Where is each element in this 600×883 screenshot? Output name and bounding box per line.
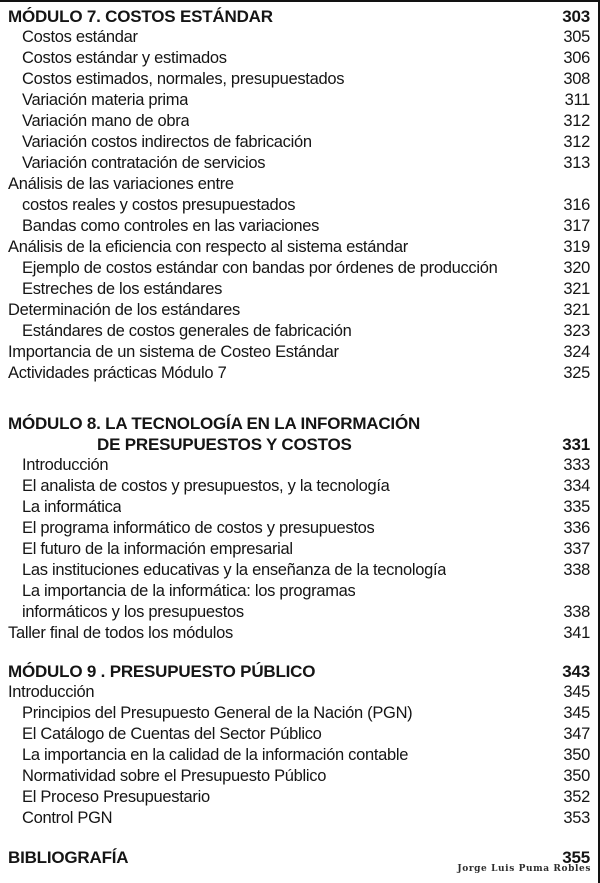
toc-entry-label: Estándares de costos generales de fabricación <box>22 322 352 340</box>
toc-entry-label: Costos estándar <box>22 28 138 46</box>
toc-entry <box>8 724 590 745</box>
toc-entry <box>8 132 590 153</box>
toc-entry <box>8 539 590 560</box>
toc-entry <box>8 455 590 476</box>
scan-edge-top <box>0 0 600 2</box>
toc-entry <box>8 300 590 321</box>
toc-entry <box>8 279 590 300</box>
toc-entry <box>8 195 590 216</box>
toc-entry-label: DE PRESUPUESTOS Y COSTOS <box>97 435 352 454</box>
page-number: 353 <box>563 809 590 827</box>
toc-entry <box>8 518 590 539</box>
toc-entry <box>8 766 590 787</box>
toc-section-modulo-9 <box>8 661 590 829</box>
toc-entry-label: El Proceso Presupuestario <box>22 788 210 806</box>
page-number: 305 <box>563 28 590 46</box>
page-number: 335 <box>563 498 590 516</box>
toc-entry-label: Análisis de las variaciones entre <box>8 175 234 193</box>
toc-entry <box>8 745 590 766</box>
page-number: 341 <box>563 624 590 642</box>
table-of-contents <box>8 6 590 868</box>
toc-entry-label: Bandas como controles en las variaciones <box>22 217 320 235</box>
toc-entry <box>8 623 590 644</box>
page-number: 320 <box>563 259 590 277</box>
toc-heading <box>8 413 590 434</box>
toc-entry <box>8 342 590 363</box>
page-number: 355 <box>562 848 590 867</box>
toc-entry <box>8 581 590 602</box>
toc-entry <box>8 69 590 90</box>
toc-entry-label: MÓDULO 8. LA TECNOLOGÍA EN LA INFORMACIÓN <box>8 414 421 433</box>
toc-entry-label: MÓDULO 7. COSTOS ESTÁNDAR <box>8 7 273 26</box>
toc-entry-label: Variación costos indirectos de fabricación <box>22 133 312 151</box>
page-number: 316 <box>563 196 590 214</box>
toc-entry-label: Análisis de la eficiencia con respecto al sistema estándar <box>8 238 408 256</box>
page-number: 345 <box>563 683 590 701</box>
toc-entry <box>8 258 590 279</box>
toc-entry-label: Determinación de los estándares <box>8 301 240 319</box>
toc-heading <box>8 434 590 455</box>
toc-entry <box>8 48 590 69</box>
toc-entry-label: Estreches de los estándares <box>22 280 223 298</box>
toc-entry <box>8 703 590 724</box>
page-number: 306 <box>563 49 590 67</box>
toc-entry-label: El analista de costos y presupuestos, y la tecnología <box>22 477 390 495</box>
toc-entry <box>8 476 590 497</box>
toc-entry <box>8 90 590 111</box>
toc-entry-label: costos reales y costos presupuestados <box>22 196 296 214</box>
toc-entry-label: El programa informático de costos y presupuestos <box>22 519 375 537</box>
toc-entry <box>8 560 590 581</box>
toc-entry-label: El Catálogo de Cuentas del Sector Público <box>22 725 322 743</box>
toc-entry-label: Introducción <box>22 456 109 474</box>
toc-entry-label: Las instituciones educativas y la enseñanza de la tecnología <box>22 561 447 579</box>
toc-entry-label: El futuro de la información empresarial <box>22 540 293 558</box>
toc-entry-label: Actividades prácticas Módulo 7 <box>8 364 227 382</box>
page-number: 352 <box>563 788 590 806</box>
page-number: 312 <box>563 133 590 151</box>
page-number: 334 <box>563 477 590 495</box>
page-number: 333 <box>563 456 590 474</box>
toc-entry-label: Importancia de un sistema de Costeo Estándar <box>8 343 339 361</box>
toc-entry-label: Ejemplo de costos estándar con bandas por órdenes de producción <box>22 259 498 277</box>
toc-entry <box>8 174 590 195</box>
page-number: 338 <box>563 561 590 579</box>
toc-entry-label: Principios del Presupuesto General de la Nación (PGN) <box>22 704 413 722</box>
page-number: 317 <box>563 217 590 235</box>
toc-entry <box>8 808 590 829</box>
toc-entry <box>8 216 590 237</box>
toc-entry <box>8 363 590 384</box>
page-number: 323 <box>563 322 590 340</box>
page-number: 337 <box>563 540 590 558</box>
toc-section-modulo-7 <box>8 6 590 384</box>
toc-entry <box>8 321 590 342</box>
page-number: 336 <box>563 519 590 537</box>
author-watermark: Jorge Luis Puma Robles <box>457 864 591 874</box>
toc-entry-label: La importancia en la calidad de la información contable <box>22 746 409 764</box>
toc-entry <box>8 237 590 258</box>
page-number: 343 <box>562 662 590 681</box>
toc-entry <box>8 787 590 808</box>
toc-entry-label: La importancia de la informática: los programas <box>22 582 356 600</box>
page-number: 338 <box>563 603 590 621</box>
toc-heading <box>8 661 590 682</box>
toc-entry-label: BIBLIOGRAFÍA <box>8 848 129 867</box>
page-number: 350 <box>563 767 590 785</box>
page-number: 350 <box>563 746 590 764</box>
toc-entry <box>8 682 590 703</box>
toc-heading <box>8 6 590 27</box>
toc-entry <box>8 27 590 48</box>
toc-entry-label: informáticos y los presupuestos <box>22 603 244 621</box>
page-number: 321 <box>563 301 590 319</box>
page-number: 311 <box>564 91 590 109</box>
toc-entry <box>8 497 590 518</box>
toc-section-modulo-8 <box>8 413 590 644</box>
page-number: 325 <box>563 364 590 382</box>
page-number: 308 <box>563 70 590 88</box>
toc-entry-label: Costos estimados, normales, presupuestados <box>22 70 345 88</box>
page-number: 303 <box>562 7 590 26</box>
page-number: 345 <box>563 704 590 722</box>
page-number: 312 <box>563 112 590 130</box>
page-number: 324 <box>563 343 590 361</box>
toc-entry-label: Variación contratación de servicios <box>22 154 266 172</box>
toc-entry-label: Control PGN <box>22 809 113 827</box>
toc-entry <box>8 111 590 132</box>
page-number: 313 <box>563 154 590 172</box>
page-number: 331 <box>562 435 590 454</box>
toc-entry-label: Costos estándar y estimados <box>22 49 227 67</box>
toc-entry <box>8 153 590 174</box>
page-number: 319 <box>563 238 590 256</box>
toc-entry-label: Introducción <box>8 683 95 701</box>
toc-entry <box>8 602 590 623</box>
page-number: 321 <box>563 280 590 298</box>
toc-entry-label: MÓDULO 9 . PRESUPUESTO PÚBLICO <box>8 662 316 681</box>
page-number: 347 <box>563 725 590 743</box>
toc-entry-label: Variación materia prima <box>22 91 189 109</box>
toc-entry-label: Normatividad sobre el Presupuesto Público <box>22 767 327 785</box>
toc-entry-label: Taller final de todos los módulos <box>8 624 233 642</box>
toc-entry-label: La informática <box>22 498 122 516</box>
toc-entry-label: Variación mano de obra <box>22 112 190 130</box>
